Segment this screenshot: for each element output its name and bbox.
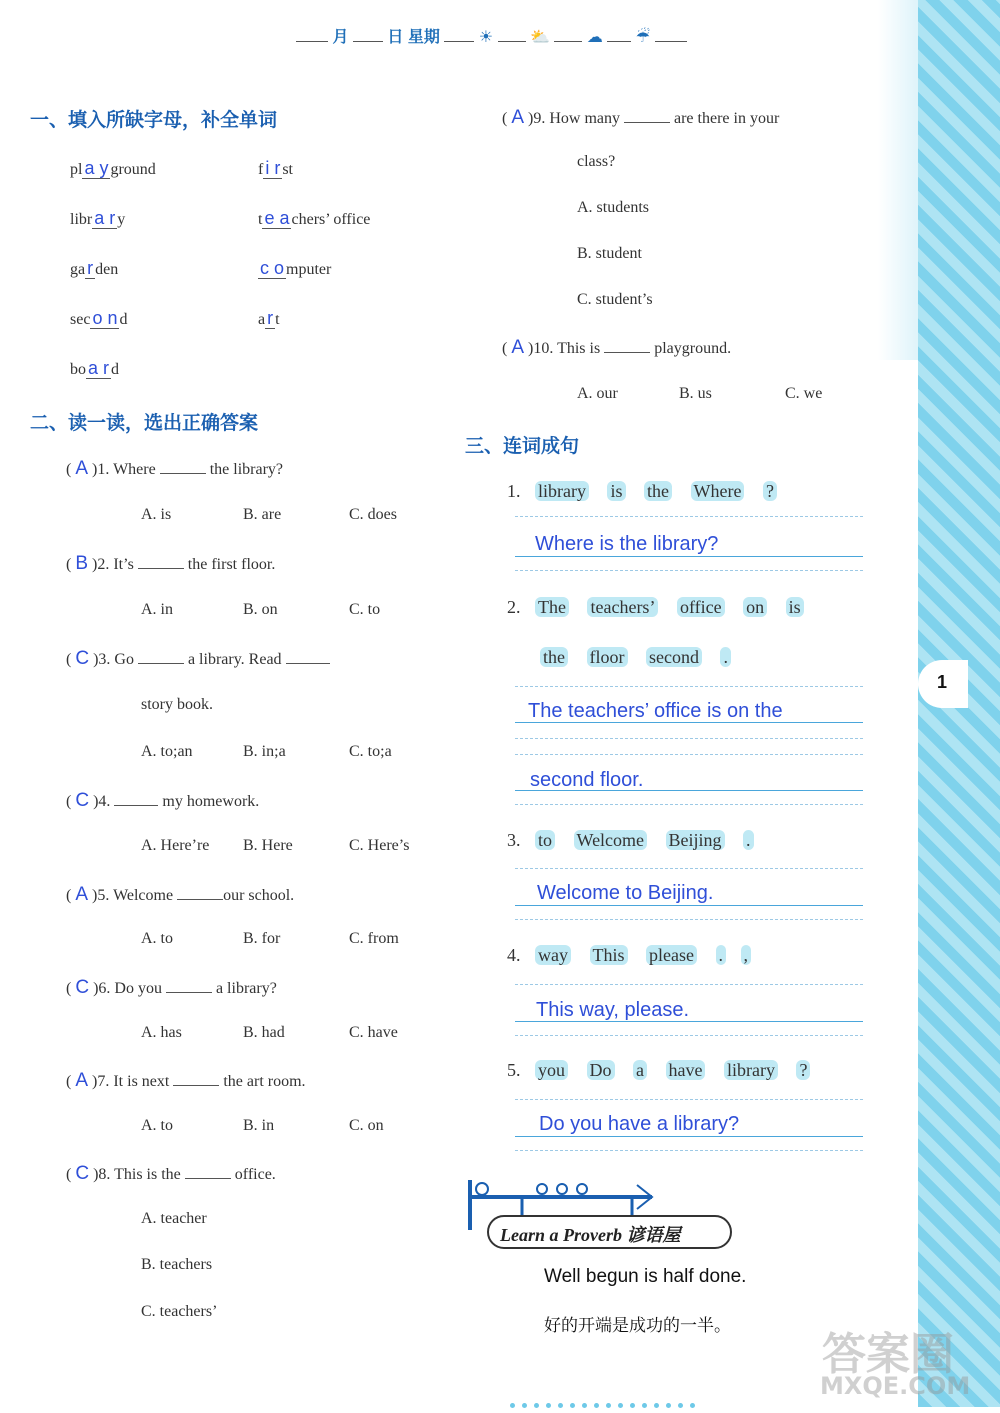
- word-item: f i r st: [258, 158, 293, 178]
- option: C. does: [349, 506, 397, 523]
- word-item: bo a r d: [70, 358, 120, 378]
- word-item: sec o n d: [70, 308, 128, 328]
- page-number: 1: [937, 672, 948, 692]
- decorative-band-fade: [878, 0, 918, 360]
- answer-guide-line: [515, 868, 863, 869]
- option: C. have: [349, 1024, 398, 1041]
- weekday-label: 星期: [407, 29, 440, 46]
- answer-line: [515, 790, 863, 791]
- answer-line: [515, 556, 863, 557]
- reorder-item-1: 1. library is the Where ?: [507, 481, 777, 502]
- day-label: 日: [387, 29, 404, 46]
- reorder-item-3: 3. to Welcome Beijing .: [507, 830, 754, 851]
- option: A. has: [141, 1024, 182, 1041]
- reorder-answer-4: This way, please.: [536, 999, 690, 1021]
- option: B. in;a: [243, 743, 286, 760]
- answer-guide-line: [515, 919, 863, 920]
- answer-line: [515, 905, 863, 906]
- option: C. from: [349, 930, 399, 947]
- answer-guide-line: [515, 754, 863, 755]
- option: C. we: [785, 385, 823, 402]
- answer-guide-line: [515, 1099, 863, 1100]
- word-item: a r t: [258, 308, 280, 328]
- word-item: t e a chers’ office: [258, 208, 371, 228]
- question-3-continuation: story book.: [141, 696, 213, 713]
- option: A. teacher: [141, 1210, 207, 1227]
- section1-title: 一、填入所缺字母，补全单词: [30, 109, 278, 131]
- question-3: ( C )3. Go a library. Read: [66, 648, 330, 670]
- question-8: ( C )8. This is the office.: [66, 1163, 276, 1184]
- option: A. to;an: [141, 743, 193, 760]
- proverb-english: Well begun is half done.: [544, 1266, 747, 1287]
- option: B. on: [243, 601, 278, 618]
- reorder-item-2: 2. The teachers’ office on is: [507, 597, 804, 618]
- question-1: ( A )1. Where the library?: [66, 458, 283, 479]
- option: B. are: [243, 506, 282, 523]
- reorder-item-2-continuation: the floor second .: [540, 647, 731, 668]
- reorder-answer-3: Welcome to Beijing.: [537, 882, 714, 904]
- word-item: c o mputer: [260, 258, 332, 278]
- answer-line: [515, 722, 863, 723]
- option: B. had: [243, 1024, 285, 1041]
- option: C. Here’s: [349, 837, 410, 854]
- option: B. student: [577, 245, 642, 262]
- watermark-url: MXQE.COM: [820, 1372, 971, 1400]
- question-2: ( B )2. It’s the first floor.: [66, 553, 276, 574]
- option: A. to: [141, 1117, 173, 1134]
- option: B. for: [243, 930, 281, 947]
- answer-guide-line: [515, 738, 863, 739]
- rainy-icon: ☔: [635, 29, 651, 46]
- option: B. teachers: [141, 1256, 213, 1273]
- option: A. is: [141, 506, 172, 523]
- section3-title: 三、连词成句: [465, 435, 580, 457]
- reorder-answer-2: The teachers’ office is on the: [528, 700, 783, 722]
- option: C. to: [349, 601, 381, 618]
- answer-guide-line: [515, 1150, 863, 1151]
- word-item: ga r den: [70, 258, 119, 278]
- option: B. us: [679, 385, 712, 402]
- option: A. in: [141, 601, 173, 618]
- option: C. student’s: [577, 291, 653, 308]
- question-6: ( C )6. Do you a library?: [66, 977, 277, 998]
- watermark-logo: 答案圈: [822, 1329, 954, 1380]
- answer-line: [515, 1136, 863, 1137]
- answer-guide-line: [515, 570, 863, 571]
- option: C. teachers’: [141, 1303, 218, 1320]
- answer-guide-line: [515, 984, 863, 985]
- option: A. our: [577, 385, 618, 402]
- answer-guide-line: [515, 516, 863, 517]
- reorder-answer-1: Where is the library?: [535, 533, 719, 555]
- question-5: ( A )5. Welcome our school.: [66, 884, 295, 905]
- month-label: 月: [332, 29, 349, 46]
- question-9-continuation: class?: [577, 153, 616, 170]
- word-item: libr a r y: [70, 208, 126, 228]
- question-10: ( A )10. This is playground.: [502, 337, 732, 358]
- option: C. to;a: [349, 743, 392, 760]
- option: A. students: [577, 199, 649, 216]
- sunny-icon: ☀: [478, 29, 494, 46]
- answer-guide-line: [515, 1035, 863, 1036]
- proverb-banner: Learn a Proverb 谚语屋: [500, 1225, 681, 1245]
- proverb-chinese: 好的开端是成功的一半。: [544, 1316, 731, 1336]
- reorder-answer-5: Do you have a library?: [539, 1113, 740, 1135]
- reorder-item-4: 4. way This please . ,: [507, 945, 751, 966]
- answer-line: [515, 1021, 863, 1022]
- option: C. on: [349, 1117, 384, 1134]
- cloudy-icon: ☁: [586, 29, 603, 46]
- decorative-dots: [510, 1395, 702, 1413]
- option: B. in: [243, 1117, 275, 1134]
- question-7: ( A )7. It is next the art room.: [66, 1070, 306, 1091]
- question-4: ( C )4. my homework.: [66, 790, 260, 811]
- question-9: ( A )9. How many are there in your: [502, 107, 780, 128]
- answer-guide-line: [515, 686, 863, 687]
- answer-guide-line: [515, 804, 863, 805]
- partly-cloudy-icon: ⛅: [530, 29, 550, 46]
- word-item: pl a y ground: [70, 158, 156, 178]
- option: B. Here: [243, 837, 293, 854]
- reorder-answer-2-continuation: second floor.: [530, 769, 644, 791]
- option: A. Here’re: [141, 837, 210, 854]
- section2-title: 二、读一读，选出正确答案: [30, 412, 259, 434]
- option: A. to: [141, 930, 173, 947]
- reorder-item-5: 5. you Do a have library ?: [507, 1060, 810, 1081]
- date-header: [296, 24, 687, 47]
